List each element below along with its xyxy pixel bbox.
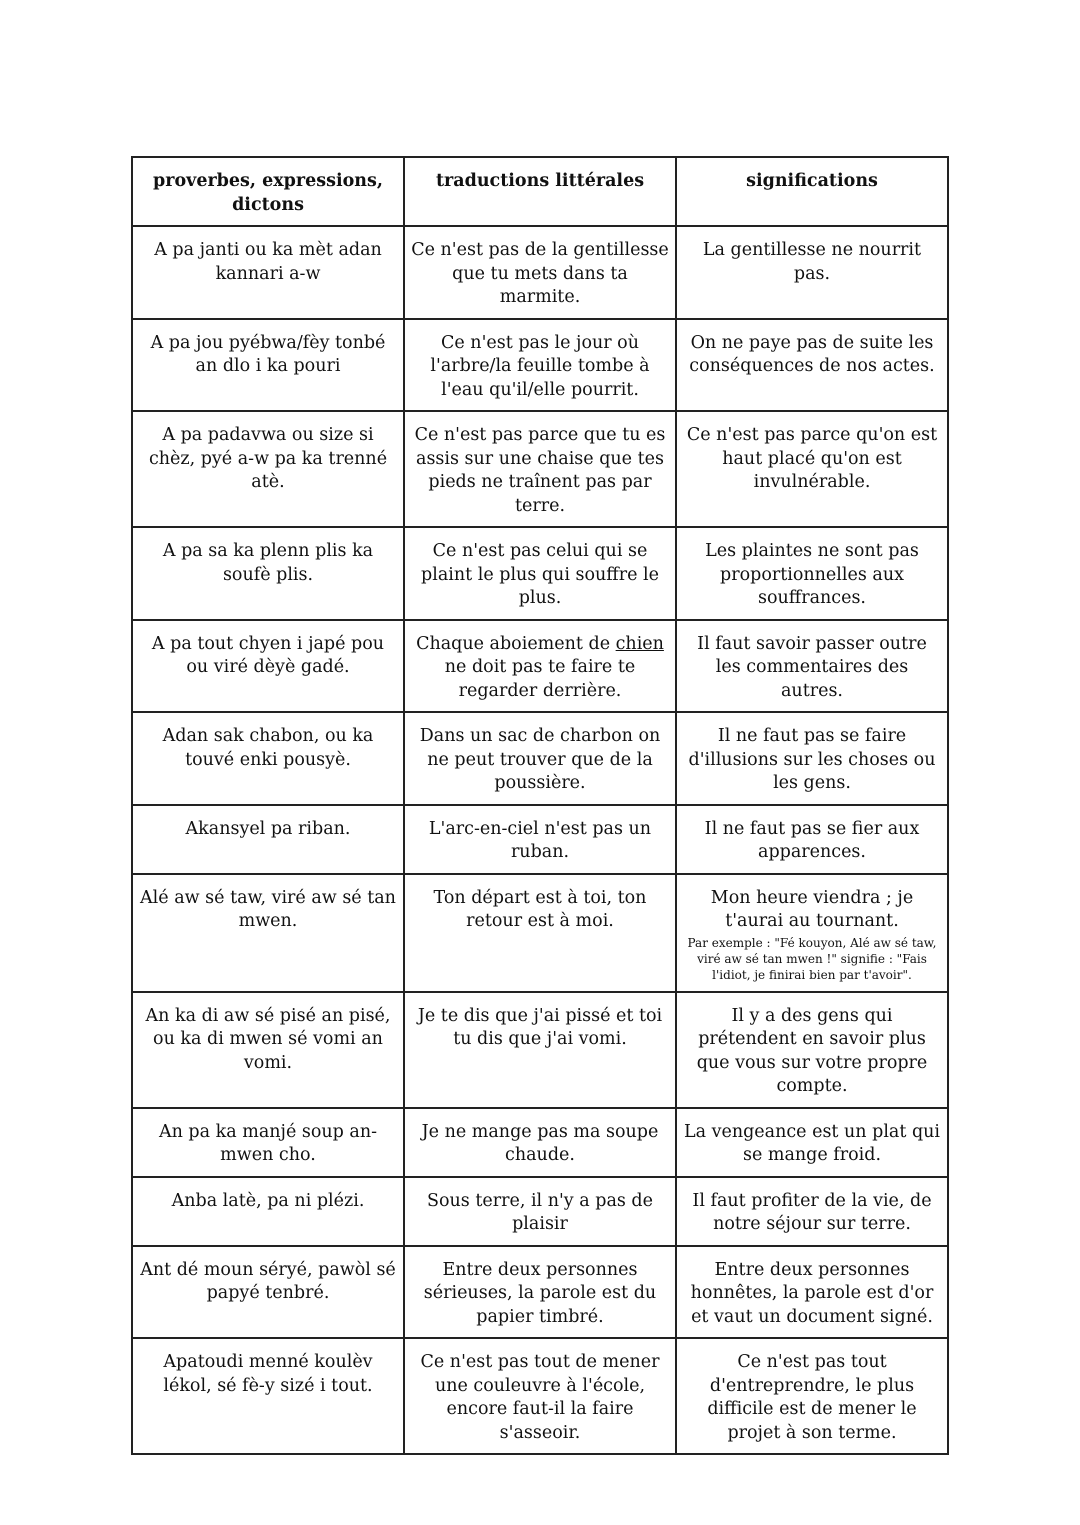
creole-cell: Apatoudi menné koulèv lékol, sé fè-y sizé i tout. bbox=[132, 1338, 404, 1454]
literal-cell: Je te dis que j'ai pissé et toi tu dis que j'ai vomi. bbox=[404, 992, 676, 1108]
meaning-cell bbox=[676, 874, 948, 992]
literal-cell: Ce n'est pas de la gentillesse que tu mets dans ta marmite. bbox=[404, 226, 676, 319]
meaning-cell: Ce n'est pas parce qu'on est haut placé qu'on est invulnérable. bbox=[676, 411, 948, 527]
literal-text-end: ne doit pas te faire te regarder derrière. bbox=[444, 657, 636, 701]
literal-cell: Ce n'est pas tout de mener une couleuvre à l'école, encore faut-il la faire s'asseoir. bbox=[404, 1338, 676, 1454]
literal-text-start: Chaque aboiement de bbox=[416, 633, 616, 654]
literal-cell: Sous terre, il n'y a pas de plaisir bbox=[404, 1177, 676, 1246]
creole-cell: Adan sak chabon, ou ka touvé enki pousyè. bbox=[132, 712, 404, 805]
meaning-text: Mon heure viendra ; je t'aurai au tournant. bbox=[710, 887, 914, 931]
underlined-word: chien bbox=[615, 633, 664, 654]
creole-cell: An ka di aw sé pisé an pisé, ou ka di mwen sé vomi an vomi. bbox=[132, 992, 404, 1108]
literal-cell: Ce n'est pas le jour où l'arbre/la feuille tombe à l'eau qu'il/elle pourrit. bbox=[404, 319, 676, 412]
literal-cell: Je ne mange pas ma soupe chaude. bbox=[404, 1108, 676, 1177]
creole-cell: Akansyel pa riban. bbox=[132, 805, 404, 874]
creole-cell: A pa jou pyébwa/fèy tonbé an dlo i ka pouri bbox=[132, 319, 404, 412]
meaning-cell: Il faut profiter de la vie, de notre séjour sur terre. bbox=[676, 1177, 948, 1246]
literal-cell bbox=[404, 620, 676, 713]
example-note: Par exemple : "Fé kouyon, Alé aw sé taw, viré aw sé tan mwen !" signifie : "Fais l'idiot, je finirai bien par t'avoir". bbox=[687, 935, 937, 982]
creole-cell: Anba latè, pa ni plézi. bbox=[132, 1177, 404, 1246]
literal-cell: Dans un sac de charbon on ne peut trouver que de la poussière. bbox=[404, 712, 676, 805]
table-row bbox=[132, 226, 948, 319]
meaning-cell: Il faut savoir passer outre les commentaires des autres. bbox=[676, 620, 948, 713]
table-row bbox=[132, 319, 948, 412]
table-row bbox=[132, 411, 948, 527]
header-literal: traductions littérales bbox=[404, 157, 676, 226]
literal-cell: Ce n'est pas parce que tu es assis sur une chaise que tes pieds ne traînent pas par terre. bbox=[404, 411, 676, 527]
creole-cell: A pa sa ka plenn plis ka soufè plis. bbox=[132, 527, 404, 620]
creole-cell: A pa padavwa ou size si chèz, pyé a-w pa ka trenné atè. bbox=[132, 411, 404, 527]
table-row bbox=[132, 1108, 948, 1177]
meaning-cell: Les plaintes ne sont pas proportionnelles aux souffrances. bbox=[676, 527, 948, 620]
literal-cell: Ce n'est pas celui qui se plaint le plus qui souffre le plus. bbox=[404, 527, 676, 620]
table-row bbox=[132, 1338, 948, 1454]
creole-cell: Alé aw sé taw, viré aw sé tan mwen. bbox=[132, 874, 404, 992]
proverbs-table bbox=[131, 156, 949, 1455]
meaning-cell: Entre deux personnes honnêtes, la parole est d'or et vaut un document signé. bbox=[676, 1246, 948, 1339]
literal-cell: L'arc-en-ciel n'est pas un ruban. bbox=[404, 805, 676, 874]
table-row bbox=[132, 620, 948, 713]
table-row bbox=[132, 1246, 948, 1339]
meaning-cell: La vengeance est un plat qui se mange froid. bbox=[676, 1108, 948, 1177]
header-proverbs: proverbes, expressions, dictons bbox=[132, 157, 404, 226]
meaning-cell: Il y a des gens qui prétendent en savoir plus que vous sur votre propre compte. bbox=[676, 992, 948, 1108]
creole-cell: An pa ka manjé soup an-mwen cho. bbox=[132, 1108, 404, 1177]
creole-cell: A pa janti ou ka mèt adan kannari a-w bbox=[132, 226, 404, 319]
table-row bbox=[132, 805, 948, 874]
creole-cell: Ant dé moun séryé, pawòl sé papyé tenbré. bbox=[132, 1246, 404, 1339]
table-row bbox=[132, 1177, 948, 1246]
literal-cell: Entre deux personnes sérieuses, la parole est du papier timbré. bbox=[404, 1246, 676, 1339]
table-header-row bbox=[132, 157, 948, 226]
header-meaning: significations bbox=[676, 157, 948, 226]
meaning-cell: On ne paye pas de suite les conséquences de nos actes. bbox=[676, 319, 948, 412]
table-row bbox=[132, 712, 948, 805]
table-row bbox=[132, 992, 948, 1108]
table-row bbox=[132, 527, 948, 620]
meaning-cell: Il ne faut pas se faire d'illusions sur les choses ou les gens. bbox=[676, 712, 948, 805]
meaning-cell: Il ne faut pas se fier aux apparences. bbox=[676, 805, 948, 874]
meaning-cell: La gentillesse ne nourrit pas. bbox=[676, 226, 948, 319]
creole-cell: A pa tout chyen i japé pou ou viré dèyè gadé. bbox=[132, 620, 404, 713]
literal-cell: Ton départ est à toi, ton retour est à moi. bbox=[404, 874, 676, 992]
meaning-cell: Ce n'est pas tout d'entreprendre, le plus difficile est de mener le projet à son terme. bbox=[676, 1338, 948, 1454]
table-row bbox=[132, 874, 948, 992]
